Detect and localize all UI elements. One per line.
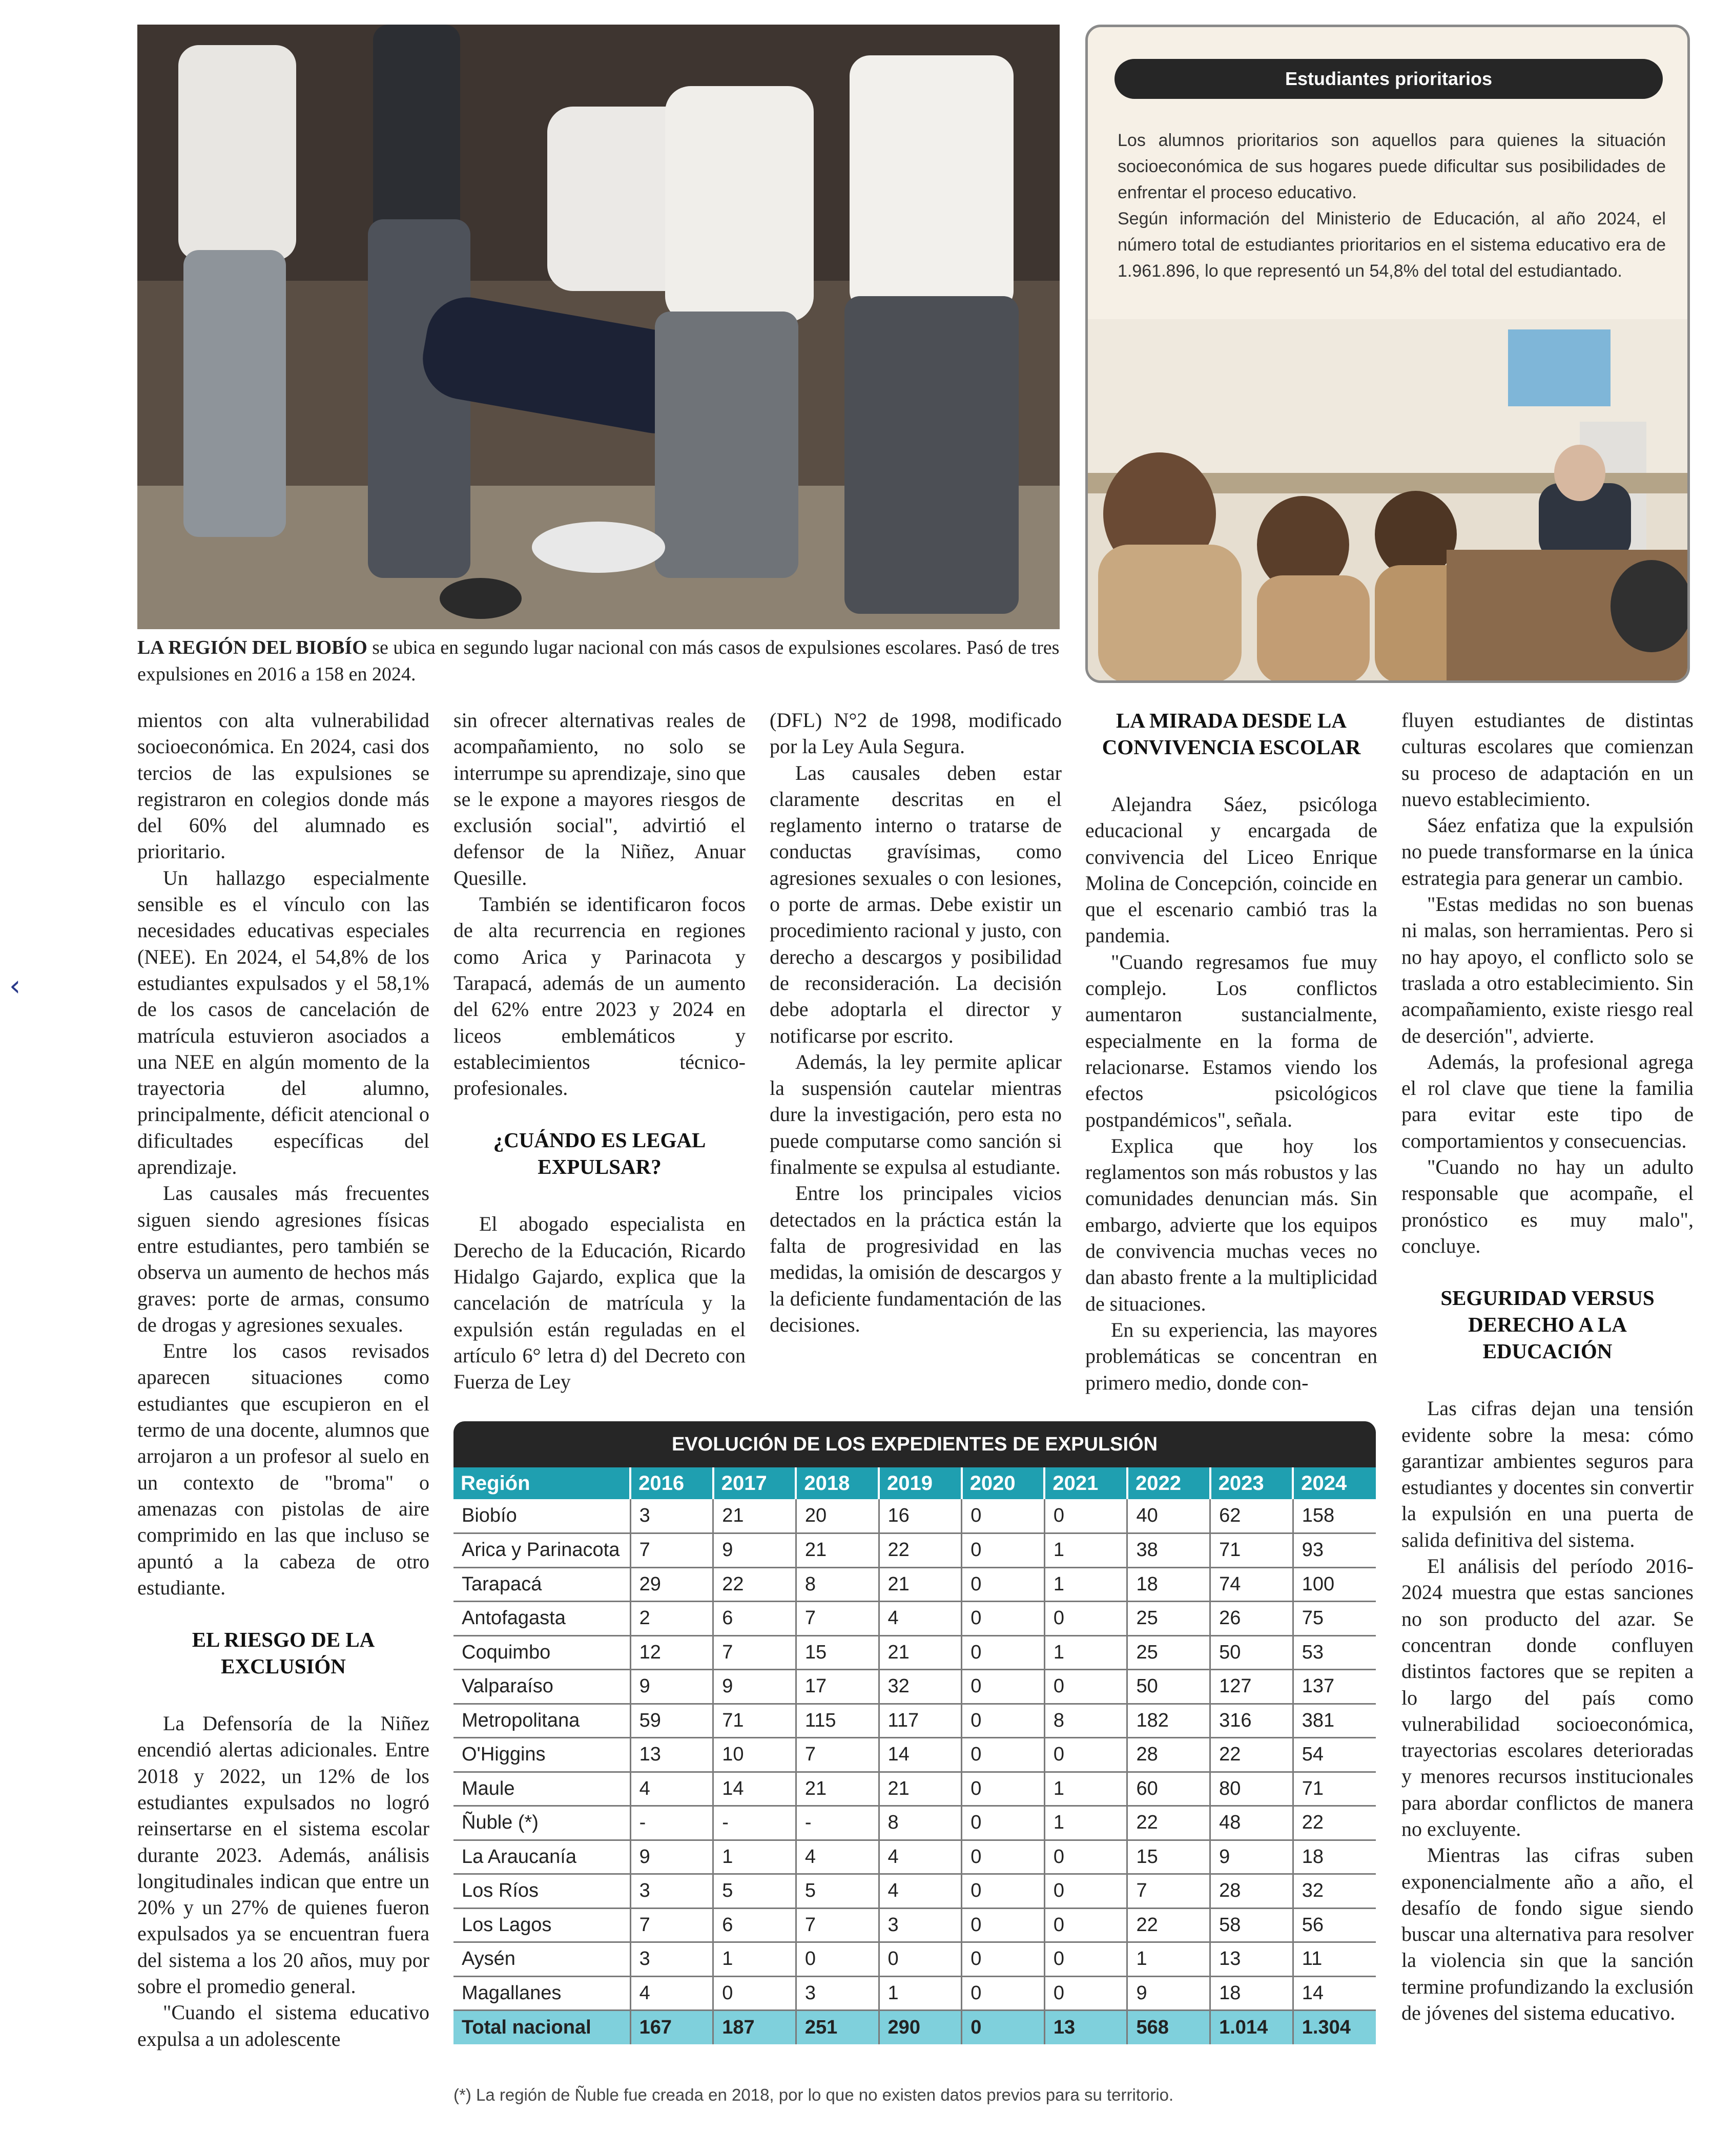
table-row [453,1635,1376,1670]
region-cell: Coquimbo [453,1635,630,1670]
value-cell: 32 [1293,1874,1376,1909]
value-cell: 100 [1293,1567,1376,1602]
value-cell: 21 [796,1772,879,1806]
article-paragraph: Las causales más frecuentes siguen siendo agresiones físicas entre estudiantes, pero también se observa un aumento de hechos más graves: porte de armas, consumo de drogas y agresiones sexuales. [137,1181,429,1336]
value-cell: 80 [1210,1772,1293,1806]
value-cell: 4 [879,1874,962,1909]
value-cell: 22 [879,1533,962,1568]
value-cell: 4 [630,1976,713,2010]
value-cell: 10 [713,1738,796,1772]
table-header: Región [453,1467,630,1499]
value-cell: 137 [1293,1670,1376,1704]
value-cell: 381 [1293,1704,1376,1738]
value-cell: 75 [1293,1602,1376,1636]
value-cell: 29 [630,1567,713,1602]
article-paragraph: Las cifras dejan una tensión evidente sobre la mesa: cómo garantizar ambientes seguros para estudiantes y docentes sin convertir la expulsión en una puerta de salida definitiva del sistema. [1401,1397,1694,1551]
value-cell: 0 [1044,1874,1127,1909]
article-column-3 [770,707,1062,1338]
value-cell: 0 [1044,1840,1127,1874]
value-cell: 9 [630,1840,713,1874]
value-cell: 0 [962,1602,1045,1636]
value-cell: 18 [1293,1840,1376,1874]
article-column-5 [1401,707,1694,2026]
region-cell: Los Lagos [453,1908,630,1942]
article-paragraph: Un hallazgo especialmente sensible es el vínculo con las necesidades educativas especiales (NEE). En 2024, el 54,8% de los estudiantes expulsados y el 58,1% de los casos de cancelación de matrícula estuvieron asociados a una NEE en algún momento de la trayectoria del alumno, principalmente, déficit atencional o dificultades específicas del aprendizaje. [137,866,429,1179]
value-cell: 54 [1293,1738,1376,1772]
article-paragraph: Además, la profesional agrega el rol clave que tiene la familia para evitar este tipo de comportamientos y consecuencias. [1401,1050,1694,1152]
value-cell: 16 [879,1499,962,1533]
value-cell: 3 [796,1976,879,2010]
article-paragraph: La Defensoría de la Niñez encendió alertas adicionales. Entre 2018 y 2022, un 12% de los estudiantes expulsados no logró reinsertarse en el sistema escolar durante 2023. Además, análisis longitudinales indican que entre un 20% y un 27% de quienes fueron expulsados ya se encuentran fuera del sistema a los 20 años, muy por sobre el promedio general. [137,1712,429,1998]
table-row [453,1806,1376,1840]
value-cell: 127 [1210,1670,1293,1704]
table-header: 2019 [879,1467,962,1499]
region-cell: Arica y Parinacota [453,1533,630,1568]
article-paragraph: Sáez enfatiza que la expulsión no puede transformarse en la única estrategia para generar un cambio. [1401,814,1694,889]
value-cell: 0 [962,1670,1045,1704]
value-cell: 0 [1044,1942,1127,1977]
value-cell: 21 [796,1533,879,1568]
value-cell: 115 [796,1704,879,1738]
section-heading: EL RIESGO DE LA EXCLUSIÓN [192,1628,375,1678]
value-cell: 0 [796,1942,879,1977]
value-cell: 0 [1044,1499,1127,1533]
article-column-2 [453,707,746,1395]
caption-lead: LA REGIÓN DEL BIOBÍO [137,637,367,658]
value-cell: 25 [1127,1635,1210,1670]
students-fight-photo [137,25,1060,629]
value-cell: 1 [1044,1533,1127,1568]
value-cell: 17 [796,1670,879,1704]
expulsion-table [453,1421,1376,2044]
article-paragraph: mientos con alta vulnerabilidad socioeconómica. En 2024, casi dos tercios de las expulsiones se registraron en colegios donde más del 60% del alumnado es prioritario. [137,709,429,863]
article-paragraph: Entre los principales vicios detectados en la práctica están la falta de progresividad en las medidas, la omisión de descargos y la deficiente fundamentación de las decisiones. [770,1181,1062,1336]
value-cell: 8 [796,1567,879,1602]
article-column-4 [1085,707,1377,1396]
value-cell: 22 [1210,1738,1293,1772]
total-value-cell: 290 [879,2010,962,2045]
value-cell: 56 [1293,1908,1376,1942]
region-cell: Metropolitana [453,1704,630,1738]
value-cell: 7 [796,1738,879,1772]
region-cell: Valparaíso [453,1670,630,1704]
value-cell: 0 [962,1908,1045,1942]
table-header-row [453,1467,1376,1499]
value-cell: 6 [713,1602,796,1636]
value-cell: 3 [630,1874,713,1909]
value-cell: 316 [1210,1704,1293,1738]
value-cell: 22 [1127,1806,1210,1840]
classroom-photo [1088,319,1687,683]
value-cell: 117 [879,1704,962,1738]
value-cell: 53 [1293,1635,1376,1670]
article-paragraph: El análisis del período 2016-2024 muestra que estas sanciones no son producto del azar. Se concentran donde confluyen distintos factores que se repiten a lo largo del país como vulnerabilidad socioeconómica, trayectorias escolares deterioradas y menores recursos institucionales para abordar conflictos de manera no excluyente. [1401,1554,1694,1840]
article-paragraph: "Cuando el sistema educativo expulsa a un adolescente [137,2001,429,2050]
region-cell: Tarapacá [453,1567,630,1602]
section-heading: LA MIRADA DESDE LA CONVIVENCIA ESCOLAR [1102,709,1361,759]
value-cell: 7 [796,1908,879,1942]
value-cell: 71 [1293,1772,1376,1806]
article-paragraph: En su experiencia, las mayores problemáticas se concentran en primero medio, donde con- [1085,1318,1377,1394]
caption-text: se ubica en segundo lugar nacional con más casos de expulsiones escolares. Pasó de tres expulsiones en 2016 a 158 en 2024. [137,637,1060,685]
section-heading: ¿CUÁNDO ES LEGAL EXPULSAR? [493,1128,706,1179]
value-cell: 0 [879,1942,962,1977]
article-paragraph: Alejandra Sáez, psicóloga educacional y encargada de convivencia del Liceo Enrique Molina de Concepción, coincide en que el escenario cambió tras la pandemia. [1085,793,1377,947]
region-cell: Ñuble (*) [453,1806,630,1840]
region-cell: Antofagasta [453,1602,630,1636]
article-paragraph: "Cuando no hay un adulto responsable que acompañe, el pronóstico es muy malo", concluye. [1401,1155,1694,1257]
table-row [453,1840,1376,1874]
article-paragraph: También se identificaron focos de alta recurrencia en regiones como Arica y Parinacota y Tarapacá, además de un aumento del 62% entre 2023 y 2024 en liceos emblemáticos y establecimientos técnico-profesionales. [453,893,746,1100]
value-cell: 1 [1044,1772,1127,1806]
value-cell: 14 [1293,1976,1376,2010]
sidebar-paragraph: Los alumnos prioritarios son aquellos para quienes la situación socioeconómica de sus hogares puede dificultar sus posibilidades de enfrentar el proceso educativo. [1118,131,1666,202]
value-cell: 3 [879,1908,962,1942]
article-paragraph: Explica que hoy los reglamentos son más robustos y las comunidades denuncian más. Sin embargo, advierte que los equipos de convivencia muchas veces no dan abasto frente a la multiplicidad de situaciones. [1085,1134,1377,1315]
region-cell: O'Higgins [453,1738,630,1772]
value-cell: 1 [1044,1635,1127,1670]
value-cell: 9 [630,1670,713,1704]
value-cell: 7 [1127,1874,1210,1909]
value-cell: 14 [713,1772,796,1806]
total-value-cell: 0 [962,2010,1045,2045]
value-cell: 26 [1210,1602,1293,1636]
value-cell: 5 [796,1874,879,1909]
value-cell: 0 [1044,1908,1127,1942]
total-value-cell: 187 [713,2010,796,2045]
value-cell: 40 [1127,1499,1210,1533]
value-cell: 0 [962,1635,1045,1670]
value-cell: 1 [1127,1942,1210,1977]
value-cell: 2 [630,1602,713,1636]
value-cell: 74 [1210,1567,1293,1602]
value-cell: 0 [1044,1738,1127,1772]
value-cell: 15 [1127,1840,1210,1874]
back-arrow-icon[interactable]: ‹ [9,969,21,1003]
region-cell: Biobío [453,1499,630,1533]
region-cell: La Araucanía [453,1840,630,1874]
value-cell: 0 [962,1567,1045,1602]
sidebar-box [1085,25,1690,683]
value-cell: 0 [962,1772,1045,1806]
value-cell: 28 [1210,1874,1293,1909]
value-cell: 182 [1127,1704,1210,1738]
value-cell: 13 [1210,1942,1293,1977]
value-cell: 0 [962,1840,1045,1874]
value-cell: - [796,1806,879,1840]
value-cell: 9 [1127,1976,1210,2010]
article-paragraph: Las causales deben estar claramente descritas en el reglamento interno o tratarse de conductas gravísimas, como agresiones sexuales o con lesiones, o porte de armas. Debe existir un procedimiento racional y justo, con derecho a descargos y posibilidad de reconsideración. La decisión debe adoptarla el director y notificarse por escrito. [770,761,1062,1047]
article-paragraph: Entre los casos revisados aparecen situaciones como estudiantes que escupieron en el termo de una docente, alumnos que arrojaron a un profesor al suelo en un contexto de "broma" o amenazas con pistolas de aire comprimido en las que incluso se apuntó a la cabeza de otro estudiante. [137,1339,429,1599]
total-label-cell: Total nacional [453,2010,630,2045]
region-cell: Maule [453,1772,630,1806]
sidebar-title: Estudiantes prioritarios [1114,59,1663,99]
value-cell: 71 [713,1704,796,1738]
article-paragraph: Mientras las cifras suben exponencialmente año a año, el desafío de fondo sigue siendo buscar una alternativa para resolver la violencia sin que la sanción termine profundizando la exclusión de jóvenes del sistema educativo. [1401,1843,1694,2025]
value-cell: 25 [1127,1602,1210,1636]
table-header: 2018 [796,1467,879,1499]
table-row [453,1533,1376,1568]
value-cell: 50 [1210,1635,1293,1670]
value-cell: 38 [1127,1533,1210,1568]
value-cell: 1 [1044,1567,1127,1602]
table-row [453,1602,1376,1636]
table-row [453,1738,1376,1772]
value-cell: 3 [630,1942,713,1977]
value-cell: 7 [713,1635,796,1670]
total-value-cell: 568 [1127,2010,1210,2045]
article-paragraph: (DFL) N°2 de 1998, modificado por la Ley Aula Segura. [770,709,1062,758]
sidebar-text [1118,128,1666,284]
table-header: 2016 [630,1467,713,1499]
sidebar-paragraph: Según información del Ministerio de Educación, al año 2024, el número total de estudiantes prioritarios en el sistema educativo era de 1.961.896, lo que representó un 54,8% del total del estudiantado. [1118,209,1666,281]
article-paragraph: sin ofrecer alternativas reales de acompañamiento, no solo se interrumpe su aprendizaje, sino que se le expone a mayores riesgos de exclusión social", advirtió el defensor de la Niñez, Anuar Quesille. [453,709,746,889]
value-cell: 12 [630,1635,713,1670]
value-cell: 0 [1044,1976,1127,2010]
value-cell: 22 [1293,1806,1376,1840]
value-cell: 48 [1210,1806,1293,1840]
table-header: 2020 [962,1467,1045,1499]
value-cell: 0 [962,1704,1045,1738]
value-cell: 1 [713,1942,796,1977]
value-cell: 4 [879,1602,962,1636]
region-cell: Magallanes [453,1976,630,2010]
value-cell: 62 [1210,1499,1293,1533]
value-cell: 18 [1127,1567,1210,1602]
value-cell: 58 [1210,1908,1293,1942]
total-value-cell: 251 [796,2010,879,2045]
value-cell: 0 [962,1738,1045,1772]
value-cell: 22 [1127,1908,1210,1942]
table-title: EVOLUCIÓN DE LOS EXPEDIENTES DE EXPULSIÓN [453,1421,1376,1467]
total-value-cell: 167 [630,2010,713,2045]
value-cell: 3 [630,1499,713,1533]
value-cell: 71 [1210,1533,1293,1568]
value-cell: 0 [962,1976,1045,2010]
value-cell: 0 [1044,1670,1127,1704]
table-header: 2024 [1293,1467,1376,1499]
table-row [453,1976,1376,2010]
table-row [453,1772,1376,1806]
value-cell: 7 [630,1908,713,1942]
total-value-cell: 13 [1044,2010,1127,2045]
value-cell: 22 [713,1567,796,1602]
article-paragraph: "Estas medidas no son buenas ni malas, son herramientas. Pero si no hay apoyo, el conflicto solo se traslada a otro establecimiento. Sin acompañamiento, existe riesgo real de deserción", advierte. [1401,893,1694,1047]
photo-caption [137,634,1060,688]
table-row [453,1670,1376,1704]
value-cell: 4 [796,1840,879,1874]
value-cell: 14 [879,1738,962,1772]
table-row [453,1908,1376,1942]
value-cell: 9 [713,1533,796,1568]
value-cell: 4 [630,1772,713,1806]
table-row [453,1874,1376,1909]
value-cell: 50 [1127,1670,1210,1704]
value-cell: - [713,1806,796,1840]
article-paragraph: El abogado especialista en Derecho de la Educación, Ricardo Hidalgo Gajardo, explica que la cancelación de matrícula y la expulsión están reguladas en el artículo 6° letra d) del Decreto con Fuerza de Ley [453,1212,746,1394]
value-cell: 8 [879,1806,962,1840]
value-cell: 4 [879,1840,962,1874]
table-row [453,1704,1376,1738]
value-cell: 0 [962,1874,1045,1909]
value-cell: 0 [962,1942,1045,1977]
table-row [453,1567,1376,1602]
value-cell: 21 [879,1772,962,1806]
value-cell: 11 [1293,1942,1376,1977]
value-cell: 1 [1044,1806,1127,1840]
value-cell: 18 [1210,1976,1293,2010]
article-paragraph: "Cuando regresamos fue muy complejo. Los conflictos aumentaron sustancialmente, especialmente en la forma de relacionarse. Estamos viendo los efectos psicológicos postpandémicos", señala. [1085,950,1377,1131]
value-cell: 0 [962,1533,1045,1568]
value-cell: 0 [713,1976,796,2010]
article-paragraph: fluyen estudiantes de distintas culturas escolares que comienzan su proceso de adaptación en un nuevo establecimiento. [1401,709,1694,811]
article-paragraph: Además, la ley permite aplicar la suspensión cautelar mientras dure la investigación, pero esta no puede computarse como sanción si finalmente se expulsa al estudiante. [770,1050,1062,1179]
value-cell: 13 [630,1738,713,1772]
value-cell: 59 [630,1704,713,1738]
table-header: 2022 [1127,1467,1210,1499]
region-cell: Aysén [453,1942,630,1977]
table-row [453,1942,1376,1977]
total-value-cell: 1.014 [1210,2010,1293,2045]
value-cell: 28 [1127,1738,1210,1772]
data-table [453,1467,1376,2044]
value-cell: 1 [713,1840,796,1874]
value-cell: 6 [713,1908,796,1942]
value-cell: 21 [879,1567,962,1602]
table-footnote: (*) La región de Ñuble fue creada en 2018, por lo que no existen datos previos para su territorio. [453,2085,1174,2104]
value-cell: 158 [1293,1499,1376,1533]
value-cell: 5 [713,1874,796,1909]
table-header: 2023 [1210,1467,1293,1499]
table-total-row [453,2010,1376,2045]
value-cell: 21 [879,1635,962,1670]
value-cell: 9 [713,1670,796,1704]
table-row [453,1499,1376,1533]
table-header: 2017 [713,1467,796,1499]
value-cell: 7 [630,1533,713,1568]
value-cell: 1 [879,1976,962,2010]
value-cell: - [630,1806,713,1840]
value-cell: 8 [1044,1704,1127,1738]
value-cell: 7 [796,1602,879,1636]
article-column-1 [137,707,429,2052]
value-cell: 93 [1293,1533,1376,1568]
value-cell: 20 [796,1499,879,1533]
table-header: 2021 [1044,1467,1127,1499]
value-cell: 0 [962,1806,1045,1840]
region-cell: Los Ríos [453,1874,630,1909]
value-cell: 0 [1044,1602,1127,1636]
value-cell: 15 [796,1635,879,1670]
value-cell: 32 [879,1670,962,1704]
section-heading: SEGURIDAD VERSUS DERECHO A LA EDUCACIÓN [1440,1286,1655,1363]
value-cell: 0 [962,1499,1045,1533]
value-cell: 60 [1127,1772,1210,1806]
total-value-cell: 1.304 [1293,2010,1376,2045]
value-cell: 21 [713,1499,796,1533]
value-cell: 9 [1210,1840,1293,1874]
